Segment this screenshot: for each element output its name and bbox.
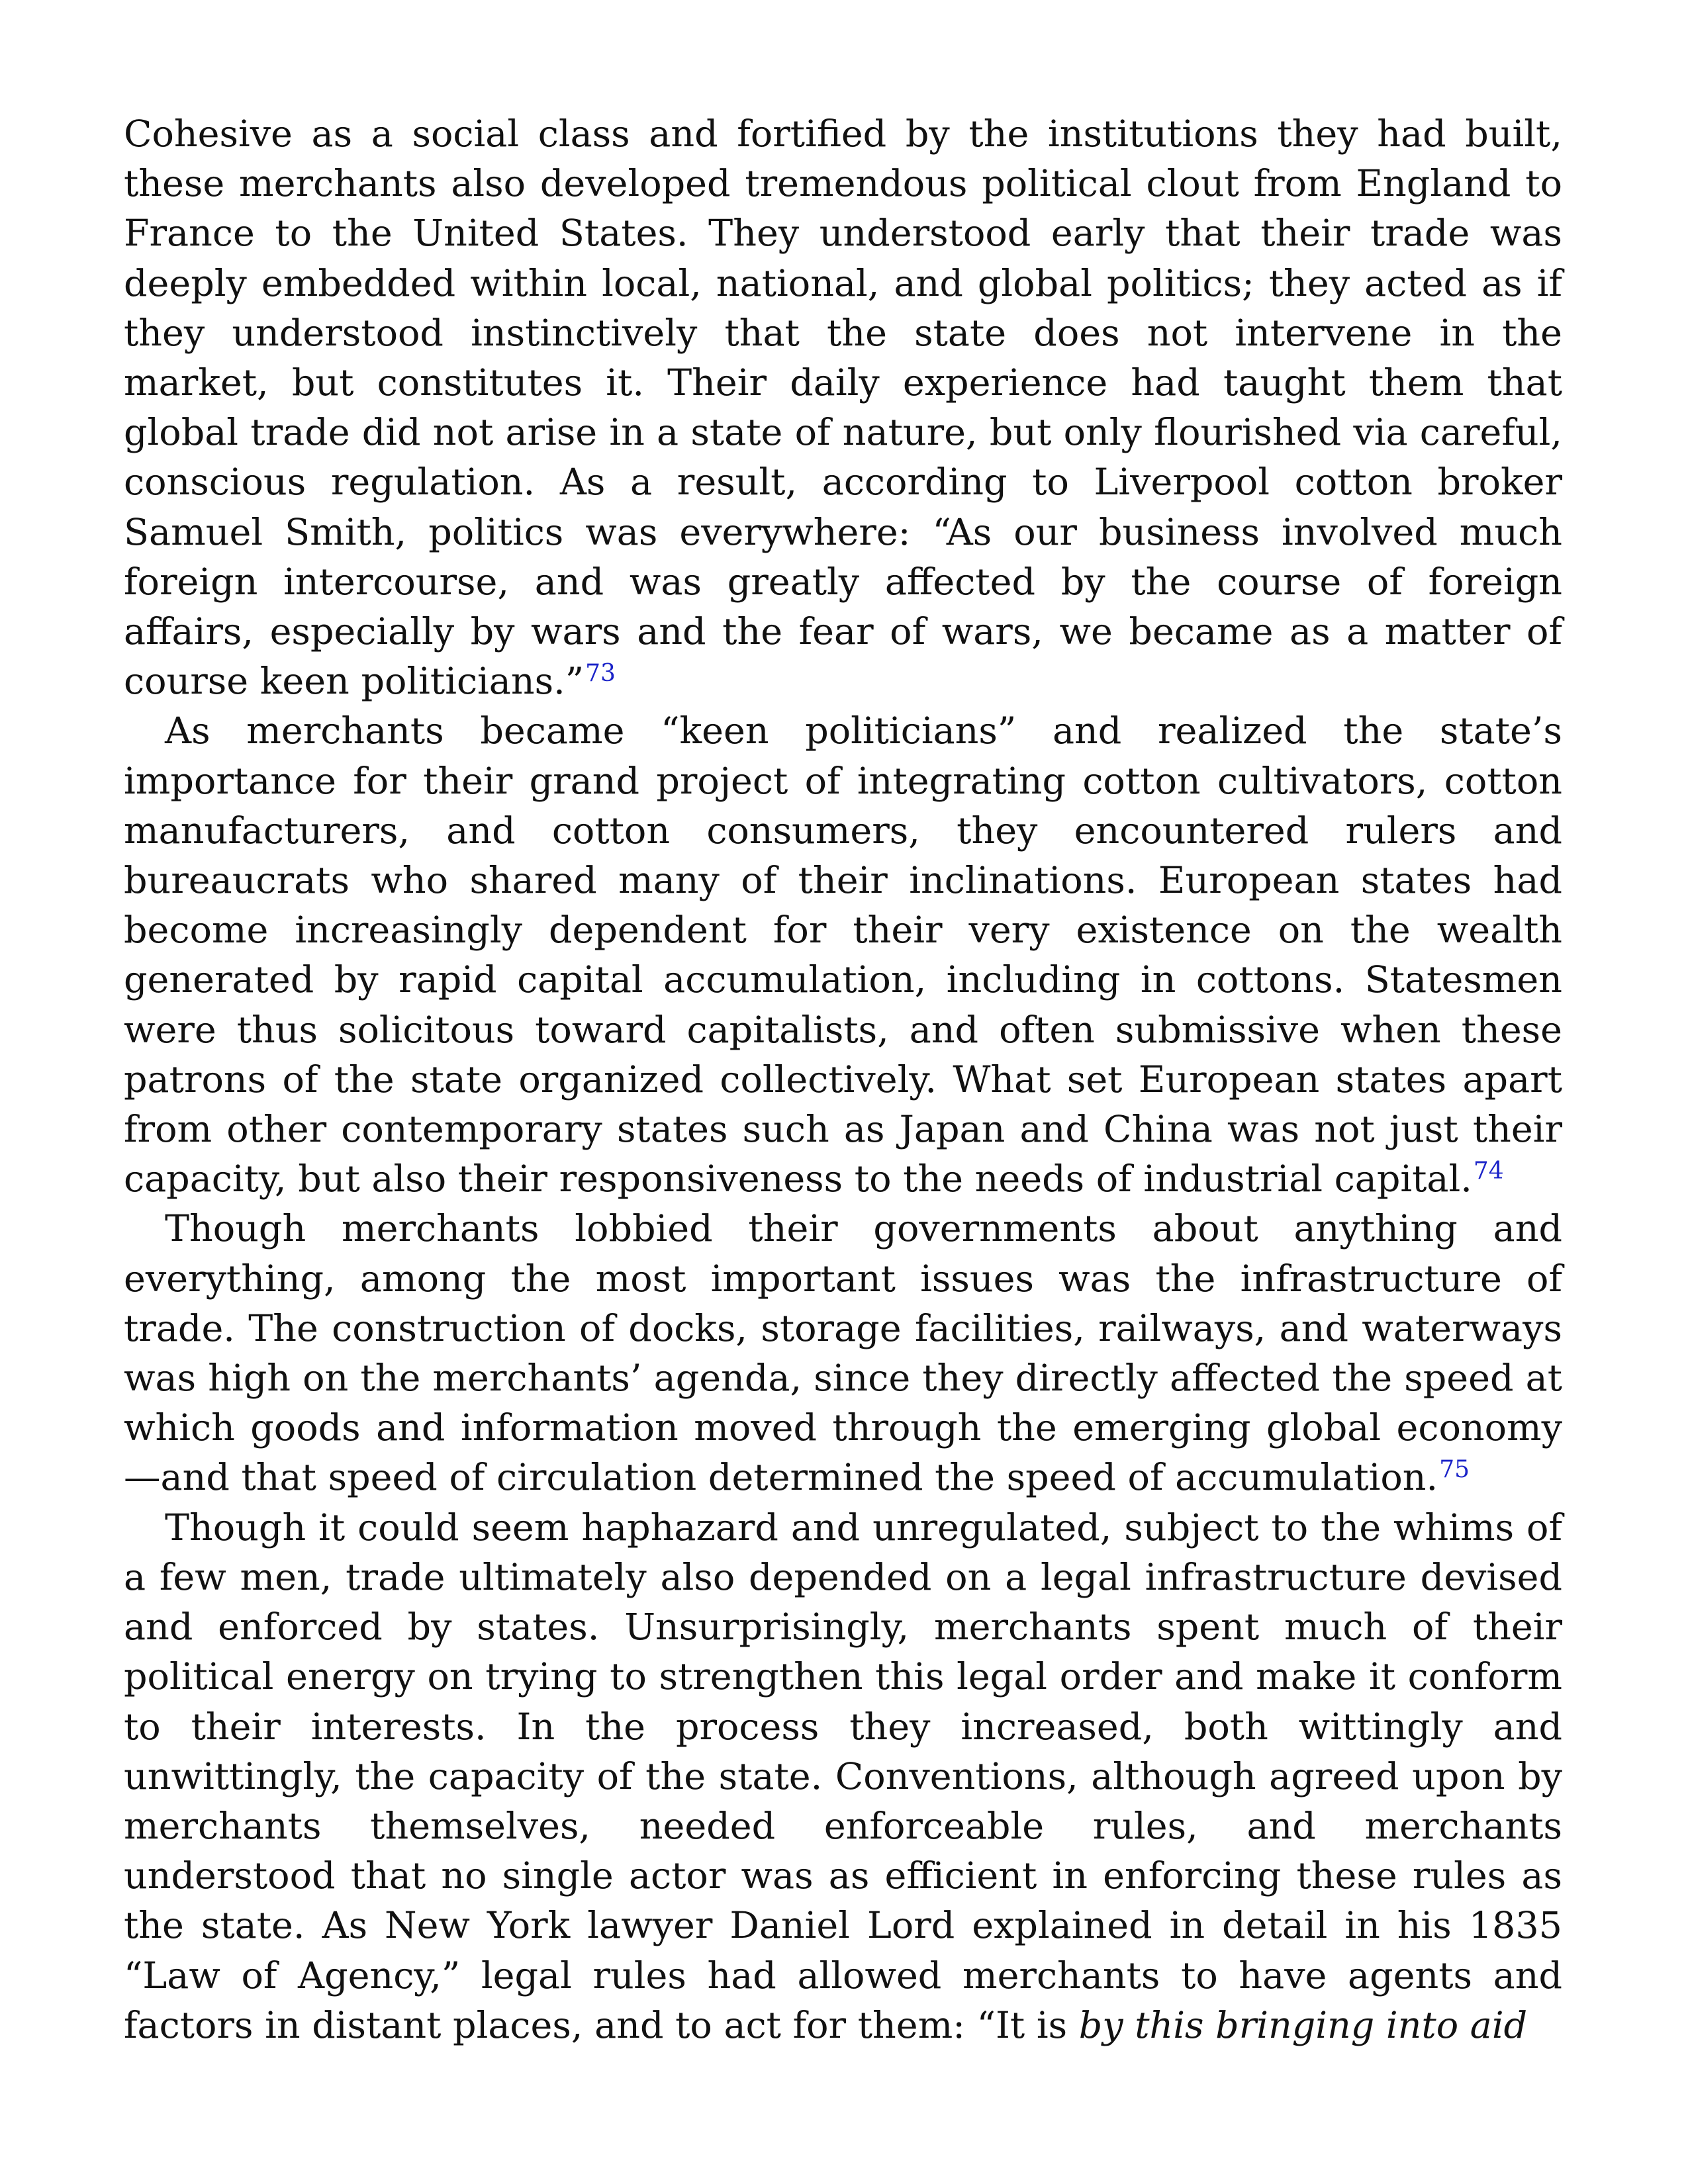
paragraph-merchants-political-clout <box>124 109 1562 706</box>
book-page <box>124 109 1562 2050</box>
paragraph-infrastructure-of-trade <box>124 1204 1562 1502</box>
italic-quote-fragment: by this bringing into aid <box>1078 2003 1528 2047</box>
footnote-link-73[interactable]: 73 <box>585 660 616 688</box>
paragraph-text: Though merchants lobbied their governments about anything and everything, among the most important issues was the infrastructure of trade. The construction of docks, storage facilities, railways, and waterways was high on the merchants’ agenda, since they directly affected the speed at which goods and information moved through the emerging global economy —and that speed of circulation determined the speed of accumulation. <box>124 1207 1562 1500</box>
paragraph-legal-infrastructure <box>124 1503 1562 2050</box>
paragraph-text: Cohesive as a social class and fortified by the institutions they had built, these merchants also developed tremendous political clout from England to France to the United States. They understood early that their trade was deeply embedded within local, national, and global politics; they acted as if they understood instinctively that the state does not intervene in the market, but constitutes it. Their daily experience had taught them that global trade did not arise in a state of nature, but only flourished via careful, conscious regulation. As a result, according to Liverpool cotton broker Samuel Smith, politics was everywhere: “As our business involved much foreign intercourse, and was greatly affected by the course of foreign affairs, especially by wars and the fear of wars, we became as a matter of course keen politicians.” <box>124 113 1562 704</box>
footnote-link-74[interactable]: 74 <box>1473 1158 1504 1185</box>
paragraph-text: Though it could seem haphazard and unregulated, subject to the whims of a few men, trade ultimately also depended on a legal infrastructure devised and enforced by states. Unsurprisingly, merchants spent much of their political energy on trying to strengthen this legal order and make it conform to their interests. In the process they increased, both wittingly and unwittingly, the capacity of the state. Conventions, although agreed upon by merchants themselves, needed enforceable rules, and merchants understood that no single actor was as efficient in enforcing these rules as the state. As New York lawyer Daniel Lord explained in detail in his 1835 “Law of Agency,” legal rules had allowed merchants to have agents and factors in distant places, and to act for them: “It is <box>124 1506 1562 2047</box>
footnote-link-75[interactable]: 75 <box>1439 1456 1470 1484</box>
paragraph-text: As merchants became “keen politicians” and realized the state’s importance for their grand project of integrating cotton cultivators, cotton manufacturers, and cotton consumers, they encountered rulers and bureaucrats who shared many of their inclinations. European states had become increasingly dependent for their very existence on the wealth generated by rapid capital accumulation, including in cottons. Statesmen were thus solicitous toward capitalists, and often submissive when these patrons of the state organized collectively. What set European states apart from other contemporary states such as Japan and China was not just their capacity, but also their responsiveness to the needs of industrial capital. <box>124 709 1562 1201</box>
paragraph-keen-politicians <box>124 706 1562 1204</box>
